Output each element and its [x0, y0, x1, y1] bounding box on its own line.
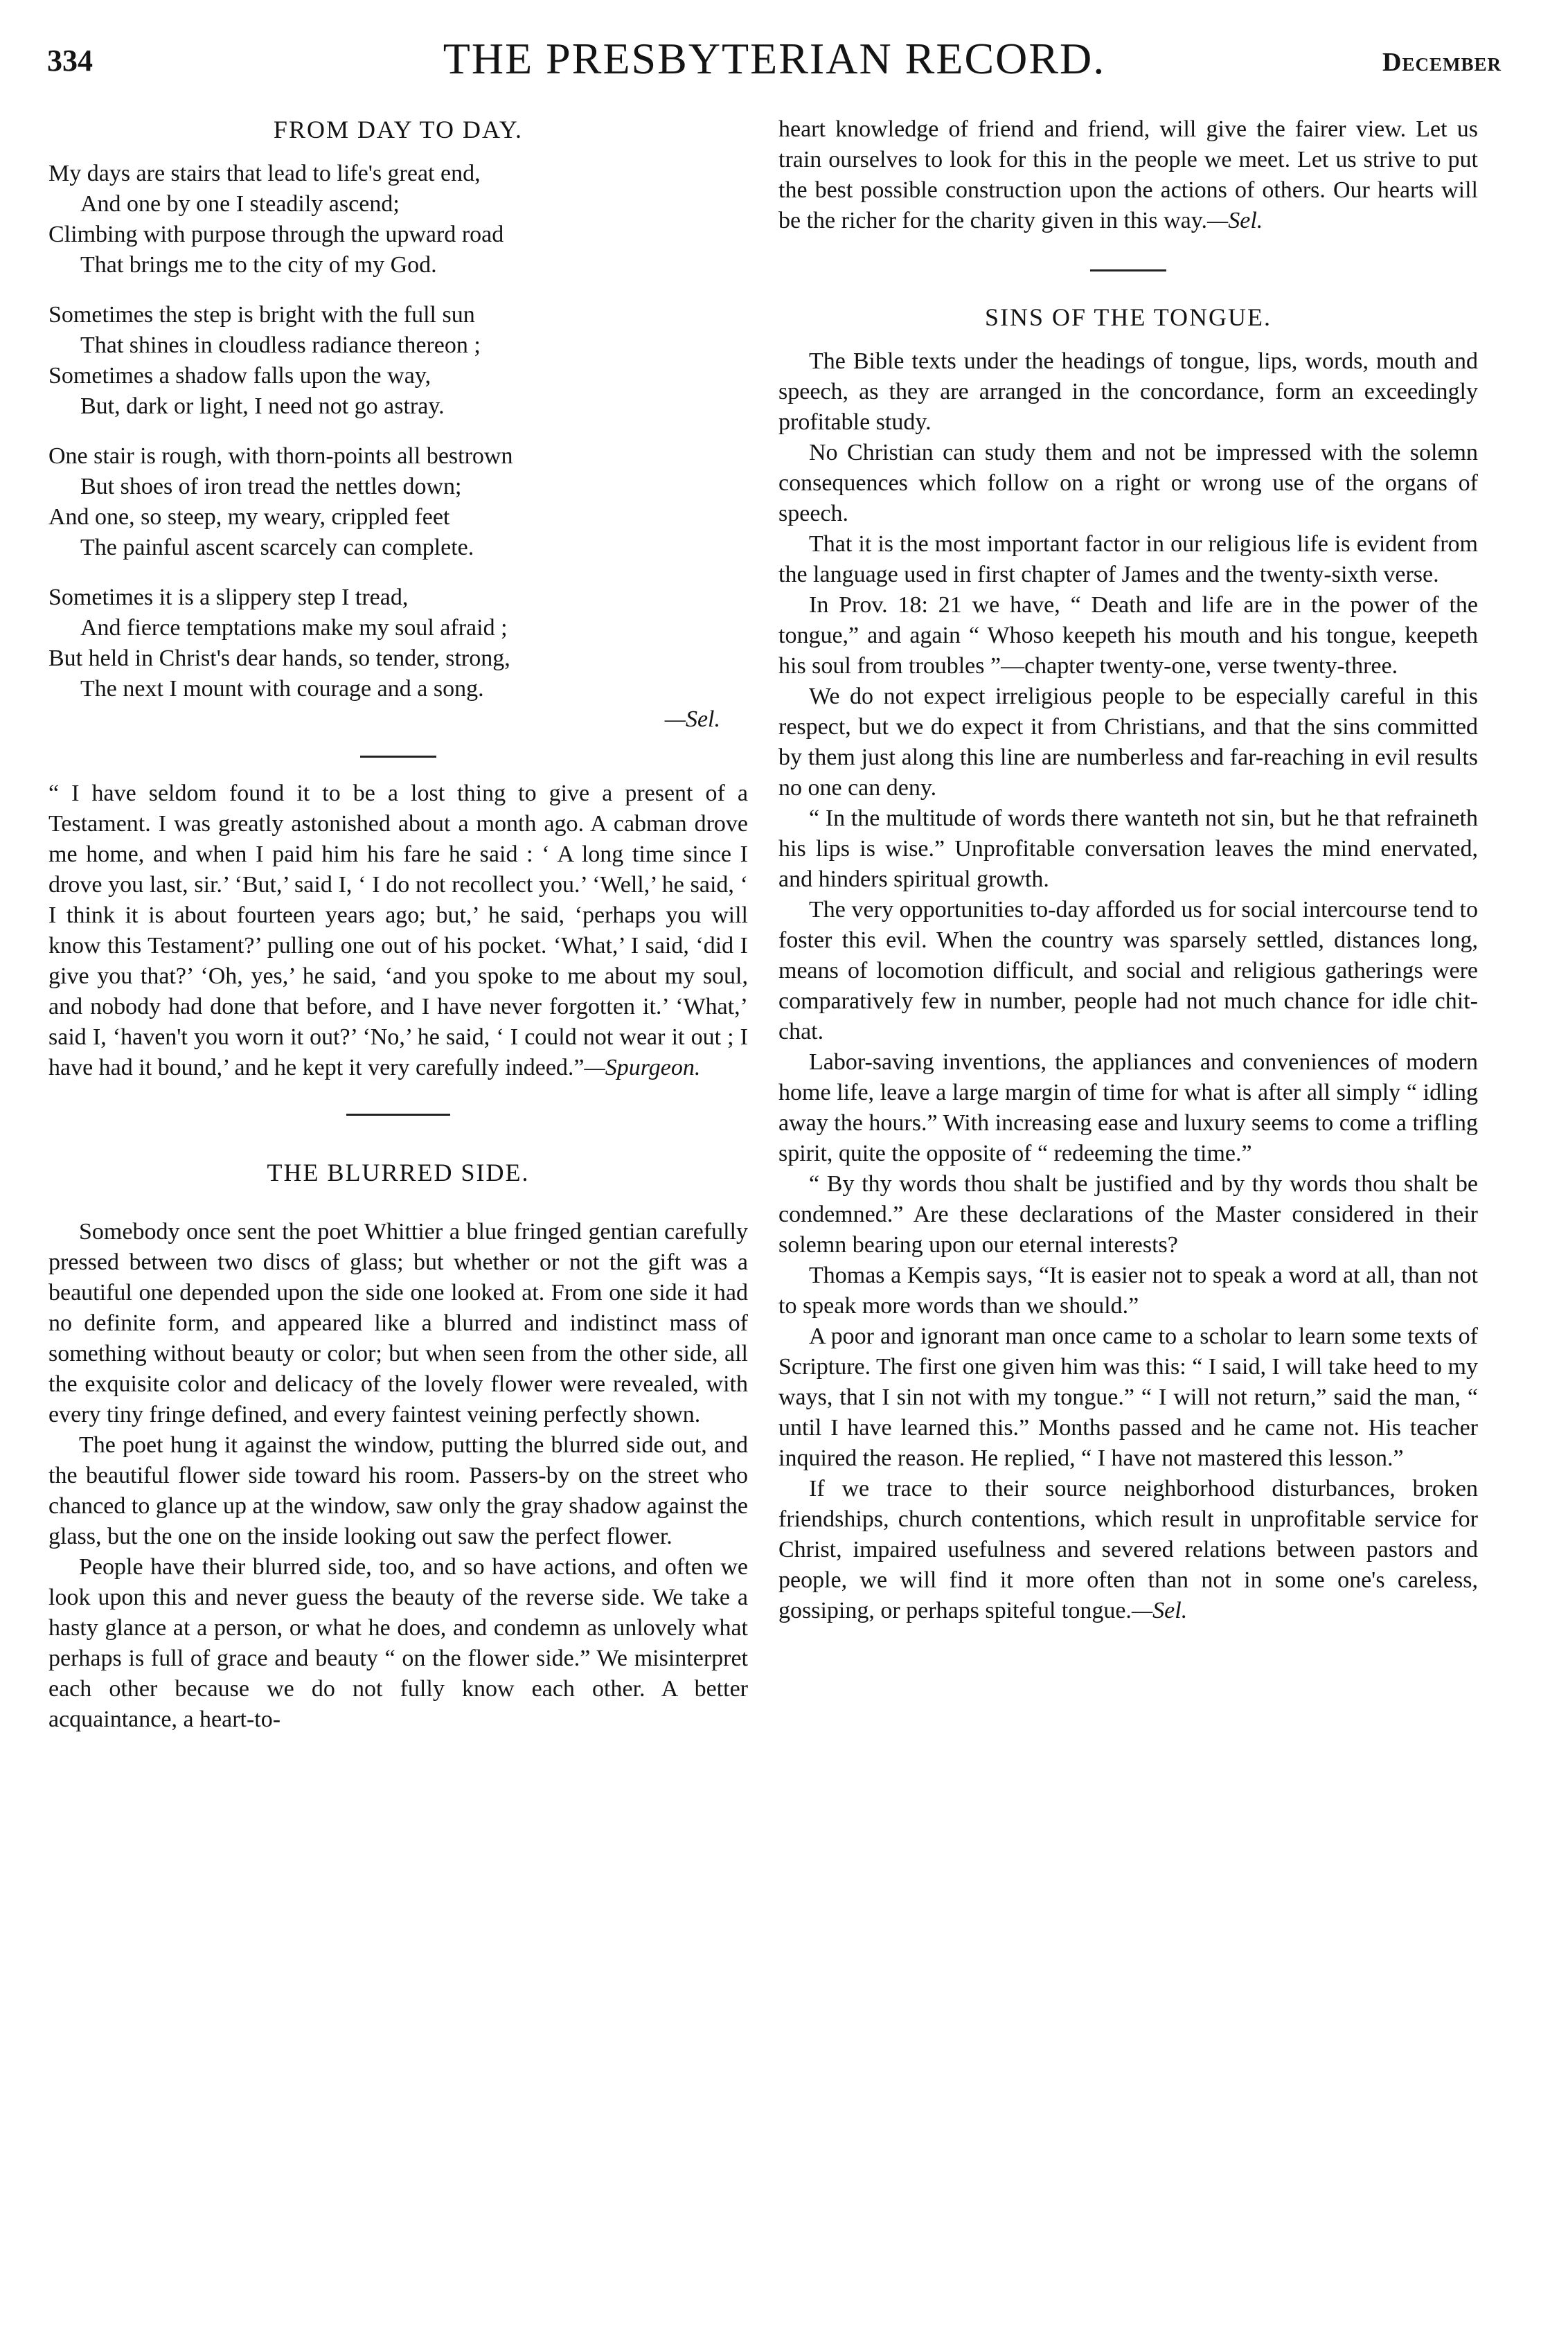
sins-paragraph: The very opportunities to-day afforded us for social intercourse tend to foster this evil. When the country was sparsely settled, distances long, means of locomotion difficult, and social and religious gatherings were comparatively few in number, people had not much chance for idle chit-chat. — [778, 897, 1478, 1044]
poem-line: Sometimes the step is bright with the full sun — [48, 302, 475, 328]
poem — [48, 159, 748, 735]
poem-line: Sometimes a shadow falls upon the way, — [48, 363, 431, 389]
page-number: 334 — [47, 44, 93, 78]
sins-paragraph: We do not expect irreligious people to be especially careful in this respect, but we do expect it from Christians, and that the sins committed by them just along this line are numberless and far-reaching in evil results no one can deny. — [778, 684, 1478, 801]
sins-final-text: If we trace to their source neighborhood disturbances, broken friendships, church contentions, which result in unprofitable service for Christ, impaired usefulness and severed relations between pastors and people, we will find it more often than not in some one's careless, gossiping, or perhaps spiteful tongue. — [778, 1476, 1478, 1623]
poem-stanza — [48, 441, 748, 563]
poem-line: That brings me to the city of my God. — [80, 252, 437, 278]
spacer — [48, 1202, 748, 1217]
poem-line: But, dark or light, I need not go astray. — [80, 393, 445, 419]
sins-paragraph: Thomas a Kempis says, “It is easier not to speak a word at all, than not to speak more words than we should.” — [778, 1263, 1478, 1319]
blurred-side-title: THE BLURRED SIDE. — [267, 1159, 530, 1186]
sins-paragraph: In Prov. 18: 21 we have, “ Death and life are in the power of the tongue,” and again “ Whoso keepeth his mouth and his tongue, keepeth his soul from troubles ”—chapter twenty-one, verse twenty-three. — [778, 592, 1478, 679]
anecdote-text: “ I have seldom found it to be a lost thing to give a present of a Testament. I was greatly astonished about a month ago. A cabman drove me home, and when I paid him his fare he said : ‘ A long time since I drove you last, sir.’ ‘But,’ said I, ‘ I do not recollect you.’ ‘Well,’ he said, ‘ I think it is about fourteen years ago; but,’ he said, ‘perhaps you will know this Testament?’ pulling one out of his pocket. ‘What,’ I said, ‘did I give you that?’ ‘Oh, yes,’ he said, ‘and you spoke to me about my soul, and nobody had done that before, and I have never forgotten it.’ ‘What,’ said I, ‘haven't you worn it out?’ ‘No,’ he said, ‘ I could not wear it out ; I have had it bound,’ and he kept it very carefully indeed.” — [48, 781, 748, 1080]
sins-paragraph: “ By thy words thou shalt be justified and by thy words thou shalt be condemned.” Are these declarations of the Master considered in their solemn bearing upon our eternal interests? — [778, 1171, 1478, 1258]
section-divider — [1090, 269, 1166, 271]
sins-paragraph: No Christian can study them and not be impressed with the solemn consequences which follow on a right or wrong use of the organs of speech. — [778, 440, 1478, 526]
blurred-side-credit: —Sel. — [1207, 208, 1263, 233]
sins-paragraph-final — [778, 1474, 1478, 1626]
poem-line: And one by one I steadily ascend; — [80, 191, 400, 217]
sins-paragraph: A poor and ignorant man once came to a scholar to learn some texts of Scripture. The first one given him was this: “ I said, I will take heed to my ways, that I sin not with my tongue.” “ I will not return,” said the man, “ until I have learned this.” Months passed and he came not. His teacher inquired the reason. He replied, “ I have not mastered this lesson.” — [778, 1324, 1478, 1471]
sins-paragraph: Labor-saving inventions, the appliances and conveniences of modern home life, leave a large margin of time for what is after all simply “ idling away the hours.” With increasing ease and luxury seems to come a trifling spirit, quite the opposite of “ redeeming the time.” — [778, 1049, 1478, 1166]
blurred-side-continued — [778, 114, 1478, 236]
journal-title: THE PRESBYTERIAN RECORD. — [443, 34, 1106, 83]
poem-line: Sometimes it is a slippery step I tread, — [48, 585, 409, 610]
section-divider — [360, 756, 436, 758]
blurred-side-paragraph: Somebody once sent the poet Whittier a blue fringed gentian carefully pressed between two discs of glass; but whether or not the gift was a beautiful one depended upon the side one looked at. From one side it had no definite form, and appeared like a blurred and indistinct mass of something without beauty or color; but when seen from the other side, all the exquisite color and delicacy of the lovely flower were revealed, with every tiny fringe defined, and every faintest veining perfectly shown. — [48, 1219, 748, 1427]
poem-stanza — [48, 159, 748, 280]
left-column — [48, 114, 748, 1735]
sins-of-tongue-title: SINS OF THE TONGUE. — [984, 303, 1272, 331]
right-column — [778, 114, 1478, 1626]
blurred-side-paragraph: The poet hung it against the window, putting the blurred side out, and the beautiful flower side toward his room. Passers-by on the street who chanced to glance up at the window, saw only the gray shadow against the glass, but the one on the inside looking out saw the perfect flower. — [48, 1432, 748, 1549]
blurred-side-paragraph: People have their blurred side, too, and so have actions, and often we look upon this and never guess the beauty of the reverse side. We take a hasty glance at a person, or what he does, and condemn as unlovely what perhaps is full of grace and beauty “ on the flower side.” We misinterpret each other because we do not fully know each other. A better acquaintance, a heart-to- — [48, 1554, 748, 1732]
poem-line: But held in Christ's dear hands, so tender, strong, — [48, 645, 510, 671]
anecdote-paragraph — [48, 778, 748, 1083]
poem-line: One stair is rough, with thorn-points all bestrown — [48, 443, 513, 469]
poem-stanza — [48, 582, 748, 704]
poem-line: But shoes of iron tread the nettles down; — [80, 474, 462, 499]
poem-line: Climbing with purpose through the upward road — [48, 222, 504, 247]
poem-line: And one, so steep, my weary, crippled feet — [48, 504, 450, 530]
anecdote-credit: —Spurgeon. — [584, 1055, 701, 1080]
sins-credit: —Sel. — [1131, 1598, 1188, 1623]
poem-line: The painful ascent scarcely can complete. — [80, 535, 474, 560]
issue-month: December — [1382, 48, 1502, 77]
poem-line: The next I mount with courage and a song. — [80, 676, 484, 702]
poem-line: That shines in cloudless radiance thereon ; — [80, 332, 481, 358]
sins-paragraph: “ In the multitude of words there wanteth not sin, but he that refraineth his lips is wise.” Unprofitable conversation leaves the mind enervated, and hinders spiritual growth. — [778, 805, 1478, 892]
poem-signature: —Sel. — [664, 706, 720, 732]
sins-paragraph: That it is the most important factor in our religious life is evident from the language used in first chapter of James and the twenty-sixth verse. — [778, 531, 1478, 587]
blurred-side-continued-text: heart knowledge of friend and friend, will give the fairer view. Let us train ourselves to look for this in the people we meet. Let us strive to put the best possible construction upon the actions of others. Our hearts will be the richer for the charity given in this way. — [778, 116, 1478, 233]
poem-stanza — [48, 300, 748, 422]
section-divider — [346, 1114, 450, 1116]
running-head — [47, 33, 1502, 89]
sins-paragraph: The Bible texts under the headings of tongue, lips, words, mouth and speech, as they are arranged in the concordance, form an exceedingly profitable study. — [778, 348, 1478, 435]
poem-line: My days are stairs that lead to life's great end, — [48, 161, 481, 186]
poem-line: And fierce temptations make my soul afraid ; — [80, 615, 508, 641]
poem-title: FROM DAY TO DAY. — [273, 116, 524, 143]
